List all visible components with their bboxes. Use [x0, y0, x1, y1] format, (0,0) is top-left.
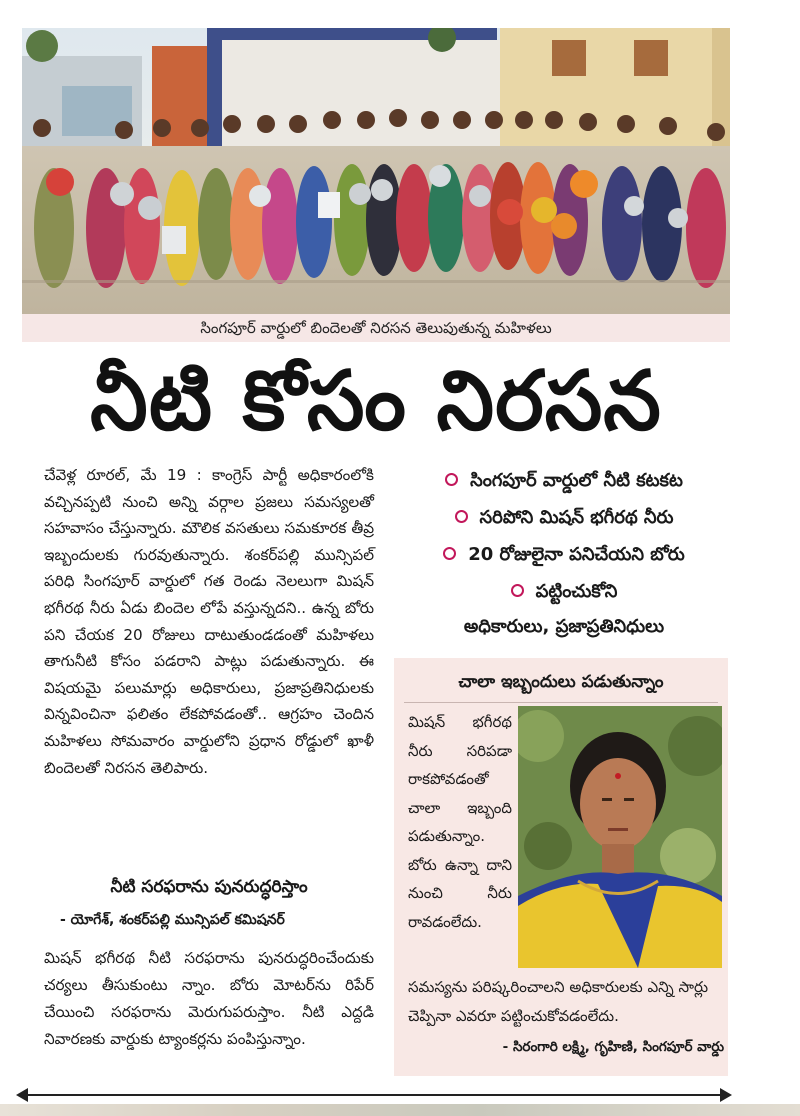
news-photo [22, 28, 730, 314]
headline: నీటి కోసం నిరసన [90, 354, 662, 449]
quote-box-title: చాలా ఇబ్బందులు పడుతున్నాం [458, 672, 664, 692]
bullet-circle-icon [445, 473, 458, 486]
highlight-item: సరిపోని మిషన్ భగీరథ నీరు [394, 499, 734, 536]
protest-photo-illustration [22, 28, 730, 314]
bullet-circle-icon [511, 584, 524, 597]
interviewee-portrait [518, 706, 722, 968]
photo-caption: సింగపూర్ వార్డులో బిందెలతో నిరసన తెలుపుతున్న మహిళలు [22, 314, 730, 342]
article-body: మిషన్ భగీరథ నీటి సరఫరాను పునరుద్ధరించేందుకు చర్యలు తీసుకుంటు న్నాం. బోరు మోటర్‌ను రిపేర్ చేయించి సరఫరాను మెరుగుపరుస్తాం. నీటి ఎద్దడి నివారణకు వార్డుకు ట్యాంకర్లను పంపిస్తున్నాం. [44, 949, 374, 1048]
highlight-item: పట్టించుకోని [394, 573, 734, 610]
highlight-continuation: అధికారులు, ప్రజాప్రతినిధులు [463, 616, 665, 637]
arrow-right-icon [720, 1088, 732, 1102]
quote-text-narrow: మిషన్ భగీరథ నీరు సరిపడా రాకపోవడంతో చాలా ఇబ్బంది పడుతున్నాం. బోరు ఉన్నా దాని నుంచి నీరు రావడంలేదు. [408, 713, 512, 931]
highlight-item: 20 రోజులైనా పనిచేయని బోరు [394, 536, 734, 573]
bullet-circle-icon [455, 510, 468, 523]
divider [404, 702, 718, 703]
article-subhead: నీటి సరఫరాను పునరుద్ధరిస్తాం [110, 877, 308, 897]
arrow-left-icon [16, 1088, 28, 1102]
article-lead [44, 462, 374, 781]
portrait-illustration [518, 706, 722, 968]
article-byline: - యోగేశ్, శంకర్‌పల్లి మున్సిపల్ కమిషనర్ [60, 912, 285, 928]
quote-box [394, 658, 728, 1076]
highlights [394, 462, 734, 644]
continuation-rule [22, 1094, 728, 1096]
next-photo-strip [0, 1104, 800, 1116]
bullet-circle-icon [443, 547, 456, 560]
highlight-item: సింగపూర్ వార్డులో నీటి కటకట [394, 462, 734, 499]
quote-signature: - సిరంగారి లక్ష్మి, గృహిణి, సింగపూర్ వార్డు [502, 1039, 724, 1055]
quote-text-wide: సమస్యను పరిష్కరించాలని అధికారులకు ఎన్ని సార్లు చెప్పినా ఎవరూ పట్టించుకోవడంలేదు. [408, 978, 709, 1025]
article-lead-text: చేవెళ్ల రూరల్, మే 19 : కాంగ్రెస్ పార్టీ అధికారంలోకి వచ్చినప్పటి నుంచి అన్ని వర్గాల ప్రజలు సమస్యలతో సహవాసం చేస్తున్నారు. మౌలిక వసతులు సమకూరక తీవ్ర ఇబ్బందులకు గురవుతున్నారు. శంకర్‌పల్లి మున్సిపల్ పరిధి సింగపూర్ వార్డులో గత రెండు నెలలుగా మిషన్ భగీరథ నీరు ఏడు బిందెల లోపే వస్తున్నదని.. ఉన్న బోరు పని చేయక 20 రోజులు దాటుతుండడంతో మహిళలు తాగునీటి కోసం పడరాని పాట్లు పడుతున్నారు. ఈ విషయమై పలుమార్లు అధికారులు, ప్రజాప్రతినిధులకు విన్నవించినా ఫలితం లేకపోవడంతో.. ఆగ్రహం చెందిన మహిళలు సోమవారం వార్డులోని ప్రధాన రోడ్డులో ఖాళీ బిందెలతో నిరసన తెలిపారు. [44, 466, 374, 777]
